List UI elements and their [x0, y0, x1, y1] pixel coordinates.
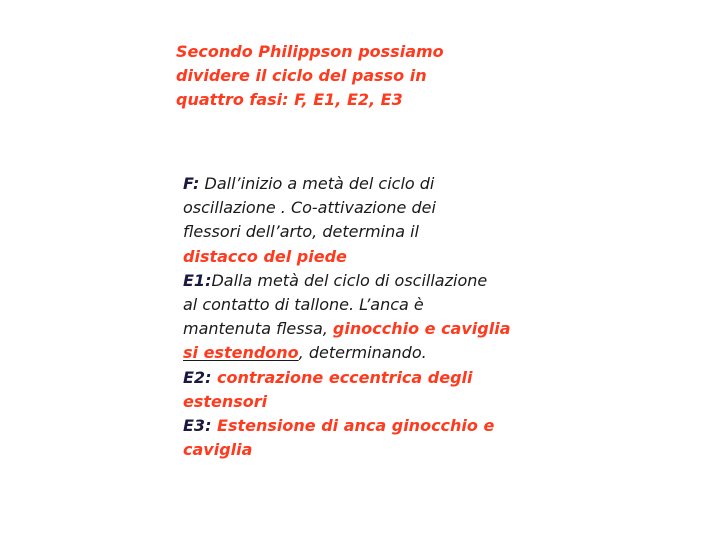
phase-e2-label: E2: [183, 367, 212, 387]
phase-e2-line-1 [183, 366, 563, 390]
phase-e1-line-4 [183, 341, 563, 365]
phase-e2-highlight-2: estensori [183, 391, 268, 411]
phase-e1-text: Dalla metà del ciclo di oscillazione [211, 270, 488, 290]
intro-line-1: Secondo Philippson possiamo [176, 42, 444, 61]
phase-e1-line-4-text: , determinando. [298, 343, 427, 363]
phases-description [183, 172, 563, 462]
phase-f-label: F: [183, 174, 200, 193]
phase-f-line-2: oscillazione . Co-attivazione dei [183, 198, 436, 218]
phase-e1-label: E1: [183, 270, 212, 290]
phase-e3-highlight-1: Estensione di anca ginocchio e [211, 416, 495, 436]
phase-e2-highlight-1: contrazione eccentrica degli [211, 367, 473, 387]
phase-e1-line-3 [183, 317, 563, 341]
phase-f-line-1 [183, 172, 563, 196]
phase-e3-line-1 [183, 414, 563, 438]
intro-line-3: quattro fasi: F, E1, E2, E3 [176, 90, 403, 109]
phase-e1-line-4-highlight: si estendono [183, 343, 299, 363]
phase-e3-highlight-2: caviglia [183, 440, 253, 460]
phase-e3-label: E3: [183, 416, 212, 436]
intro-line-2: dividere il ciclo del passo in [176, 66, 427, 85]
phase-f-highlight: distacco del piede [183, 246, 347, 266]
phase-f-text: Dall’inizio a metà del ciclo di [199, 174, 435, 193]
phase-e1-line-2: al contatto di tallone. L’anca è [183, 295, 424, 315]
intro-heading [176, 40, 476, 112]
phase-e1-line-3-highlight: ginocchio e caviglia [332, 319, 511, 339]
phase-e1-line-3-text: mantenuta flessa, [183, 319, 333, 339]
phase-f-line-3: flessori dell’arto, determina il [183, 222, 419, 242]
phase-e1-line-1 [183, 269, 563, 293]
